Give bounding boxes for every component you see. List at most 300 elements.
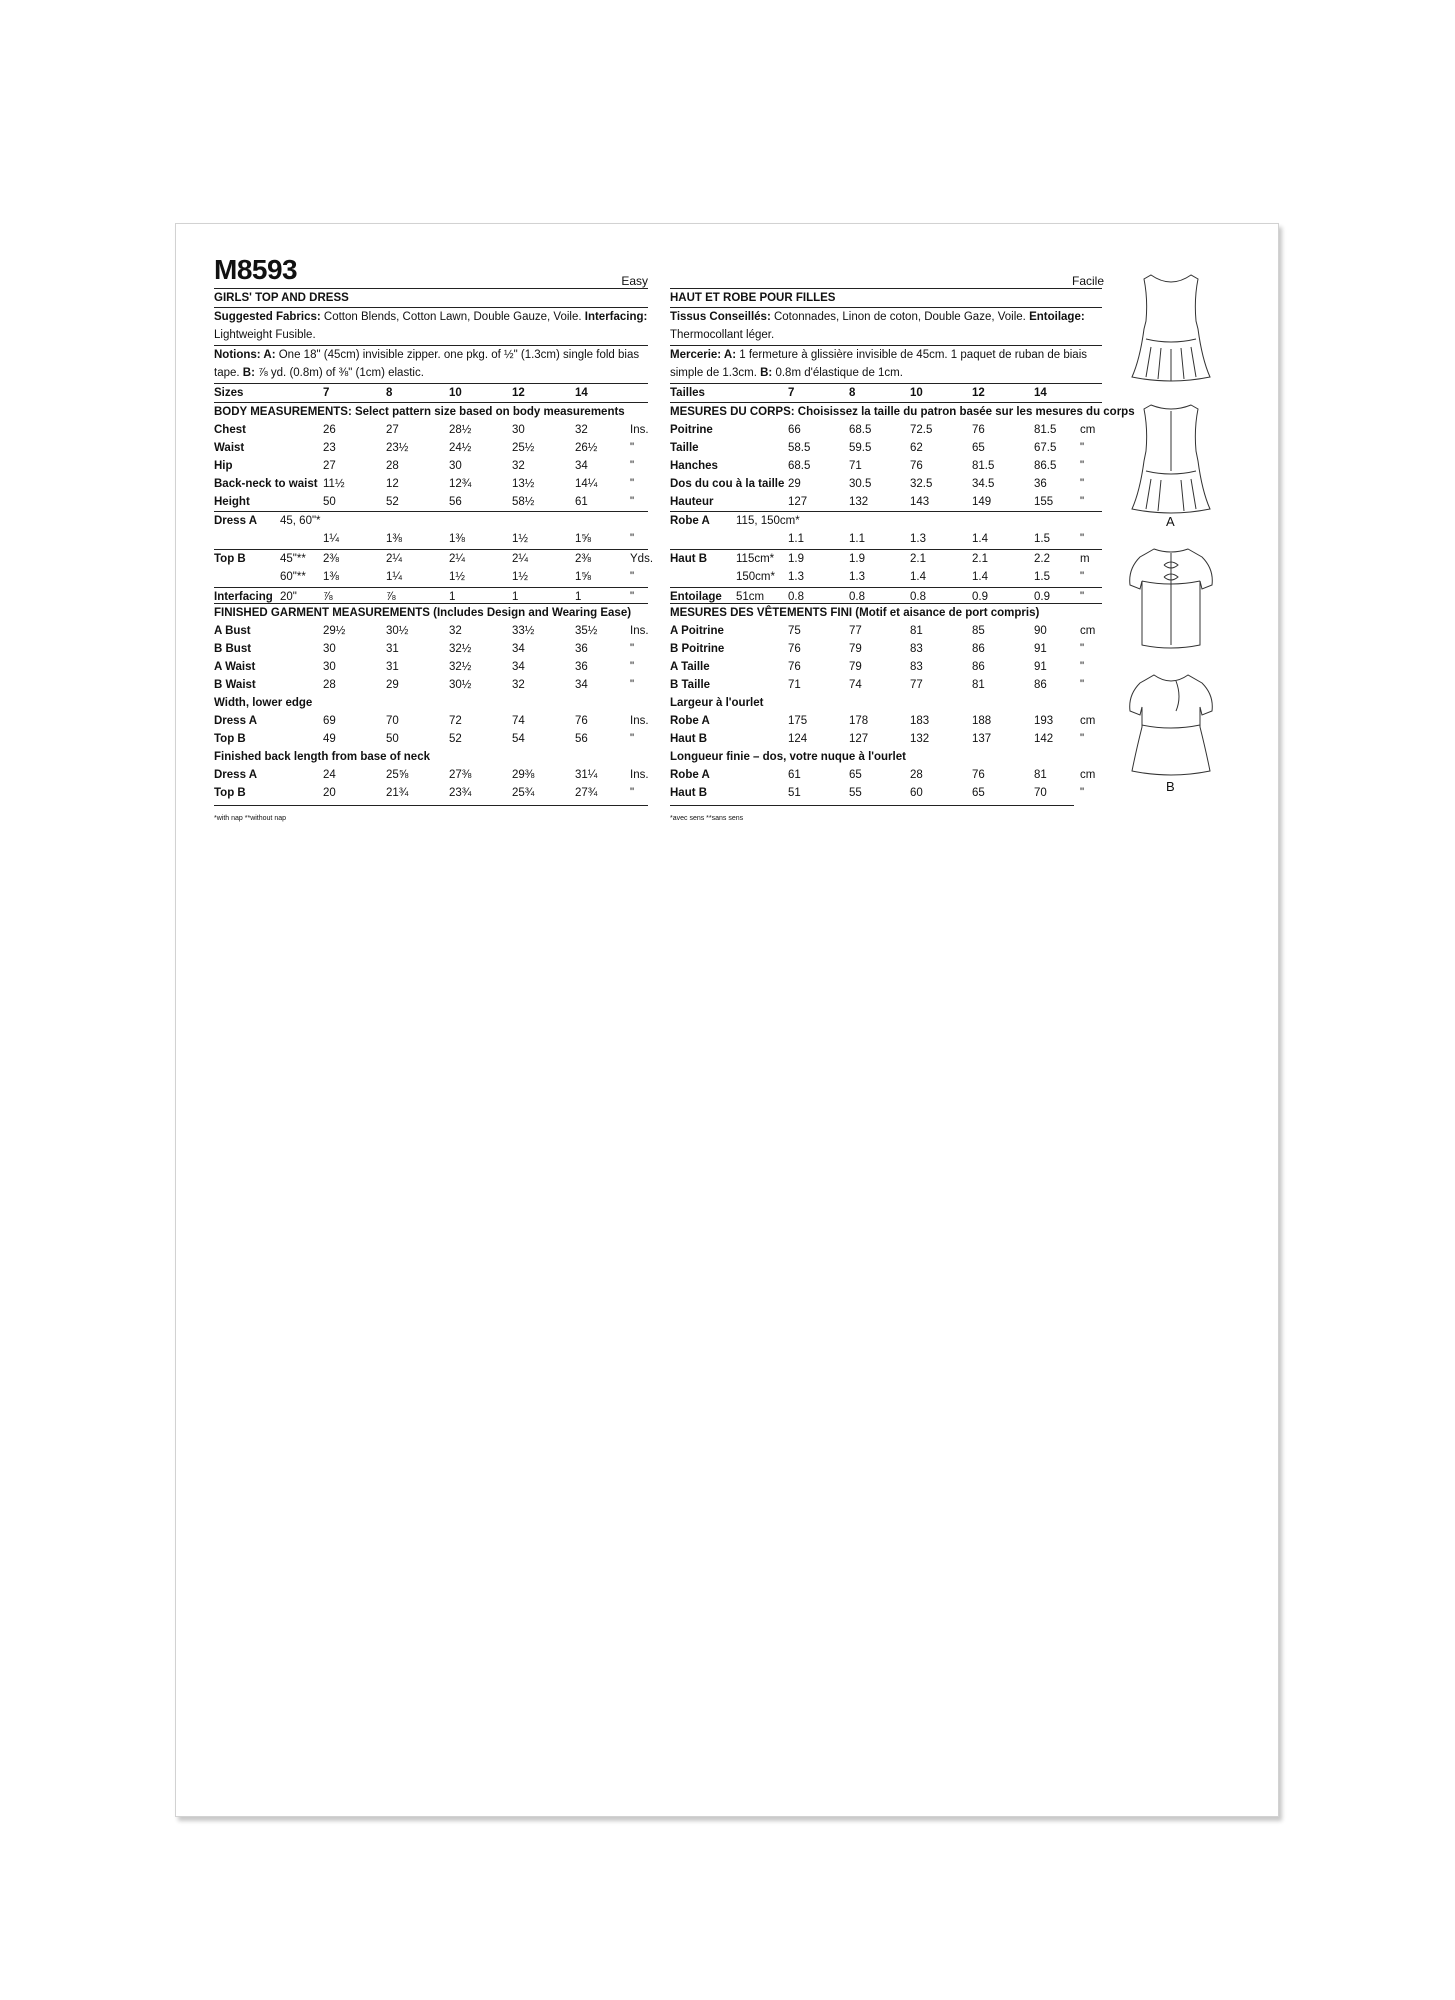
table-cell: 1.3 [910,533,926,545]
unit-label: cm [1080,769,1096,781]
table-cell: 1 [575,591,582,603]
fabric-width: 115cm* [736,553,775,565]
table-cell: 36 [575,643,588,655]
table-row [670,676,1102,694]
table-row [670,475,1102,493]
table-cell: 1.9 [849,553,865,565]
table-cell: 1⅜ [386,533,402,545]
footnote-divider [214,805,648,806]
table-cell: 25⅝ [386,769,409,781]
table-cell: 30 [323,661,336,673]
table-row [214,512,648,530]
row-label: Chest [214,424,246,436]
row-label: Taille [670,442,699,454]
row-label: A Taille [670,661,710,673]
fabric-width: 115, 150cm* [736,515,800,527]
table-cell: 65 [849,769,862,781]
table-cell: 50 [386,733,399,745]
table-cell: 65 [972,442,985,454]
table-cell: 74 [512,715,525,727]
table-cell: 183 [910,715,930,727]
table-cell: 81 [972,679,985,691]
table-cell: 30.5 [849,478,872,490]
table-cell: 54 [512,733,525,745]
table-cell: 75 [788,625,801,637]
table-row [670,439,1102,457]
table-cell: 32 [449,625,462,637]
table-cell: 30 [323,643,336,655]
table-cell: 12 [386,478,399,490]
table-cell: 58.5 [788,442,811,454]
length-heading: Longueur finie – dos, votre nuque à l'ourlet [670,751,906,763]
table-cell: 2¼ [386,553,402,565]
table-cell: 1⅝ [575,571,591,583]
table-cell: 1½ [512,533,528,545]
row-label: Robe A [670,515,710,527]
table-cell: 49 [323,733,336,745]
table-cell: 13½ [512,478,535,490]
table-cell: 26 [323,424,336,436]
row-label: B Taille [670,679,711,691]
table-cell: 193 [1034,715,1054,727]
table-cell: 12¾ [449,478,472,490]
table-cell: 65 [972,787,985,799]
length-heading: Finished back length from base of neck [214,751,430,763]
table-cell: 34 [512,643,525,655]
top-b-front-sketch [1126,667,1216,779]
table-cell: 70 [386,715,399,727]
table-cell: 24½ [449,442,472,454]
table-cell: 76 [972,424,985,436]
body-measurements-heading: MESURES DU CORPS: Choisissez la taille du patron basée sur les mesures du corps [670,406,1135,418]
unit-label: " [1080,661,1085,673]
table-cell: 1⅜ [449,533,465,545]
table-row [214,730,648,748]
unit-label: " [1080,733,1085,745]
unit-label: Ins. [630,424,649,436]
table-cell: 76 [575,715,588,727]
table-cell: 79 [849,643,862,655]
table-cell: 178 [849,715,869,727]
table-cell: 32 [512,460,525,472]
suggested-fabrics: Suggested Fabrics: Cotton Blends, Cotton Lawn, Double Gauze, Voile. Interfacing: Lightweight Fusible. [214,311,648,341]
table-cell: 58½ [512,496,535,508]
table-cell: 1 [512,591,519,603]
table-cell: 76 [910,460,923,472]
table-cell: 1¼ [386,571,402,583]
row-label: Back-neck to waist [214,478,318,490]
table-cell: 72 [449,715,462,727]
table-cell: 31 [386,643,399,655]
unit-label: cm [1080,424,1096,436]
unit-label: " [1080,591,1085,603]
table-cell: 91 [1034,661,1047,673]
table-cell: 91 [1034,643,1047,655]
row-label: Hanches [670,460,718,472]
table-cell: 175 [788,715,808,727]
table-cell: 23¾ [449,787,472,799]
table-cell: 32.5 [910,478,933,490]
unit-label: " [630,533,635,545]
table-cell: 1.9 [788,553,804,565]
unit-label: " [1080,571,1085,583]
table-cell: 2.1 [972,553,988,565]
table-cell: 36 [1034,478,1047,490]
row-label: B Waist [214,679,256,691]
notions: Notions: A: One 18" (45cm) invisible zipper. one pkg. of ½" (1.3cm) single fold bias tape. B: ⅞ yd. (0.8m) of ⅜" (1cm) elastic. [214,349,640,379]
pattern-sheet [175,223,1279,1817]
table-cell: 24 [323,769,336,781]
row-label: Haut B [670,553,708,565]
unit-label: " [630,460,635,472]
table-cell: 29 [386,679,399,691]
unit-label: cm [1080,715,1096,727]
row-label: Haut B [670,733,708,745]
unit-label: Ins. [630,715,649,727]
table-cell: 27⅜ [449,769,472,781]
dress-a-front-sketch [1126,269,1216,384]
table-cell: 29½ [323,625,346,637]
table-cell: 69 [323,715,336,727]
table-row [214,640,648,658]
fabric-width: 20" [280,591,297,603]
table-cell: 1.4 [910,571,926,583]
table-cell: 27 [386,424,399,436]
difficulty-label: Facile [1071,274,1104,288]
table-cell: 31 [386,661,399,673]
dress-a-back-sketch [1126,399,1216,519]
table-cell: 0.8 [788,591,804,603]
row-label: Robe A [670,769,710,781]
table-row [214,622,648,640]
table-cell: 61 [575,496,588,508]
table-cell: 26½ [575,442,598,454]
table-cell: 50 [323,496,336,508]
finished-measurements-heading: MESURES DES VÊTEMENTS FINI (Motif et aisance de port compris) [670,607,1040,619]
table-row [214,475,648,493]
table-cell: 77 [849,625,862,637]
fabric-width: 45"** [280,553,306,565]
table-row [670,622,1102,640]
table-row [214,550,654,568]
table-cell: 14¼ [575,478,598,490]
table-cell: 132 [849,496,869,508]
row-label: Dos du cou à la taille [670,478,785,490]
table-cell: 30½ [449,679,472,691]
table-cell: 81.5 [1034,424,1057,436]
table-cell: 127 [849,733,869,745]
unit-label: Ins. [630,769,649,781]
unit-label: " [1080,679,1085,691]
table-row [214,457,648,475]
table-cell: 143 [910,496,930,508]
table-cell: 71 [849,460,862,472]
unit-label: cm [1080,625,1096,637]
table-cell: 124 [788,733,808,745]
unit-label: " [630,571,635,583]
table-cell: 1.1 [788,533,804,545]
unit-label: " [630,643,635,655]
row-label: Height [214,496,250,508]
table-cell: 30 [512,424,525,436]
table-row [670,712,1102,730]
table-cell: 2⅜ [575,553,591,565]
table-cell: 68.5 [788,460,811,472]
table-cell: 62 [910,442,923,454]
table-row [214,493,648,511]
table-cell: 32½ [449,643,472,655]
table-cell: 127 [788,496,808,508]
row-label: Robe A [670,715,710,727]
unit-label: " [1080,533,1085,545]
view-b-label: B [1166,779,1175,794]
table-cell: 2⅜ [323,553,339,565]
table-cell: 2.2 [1034,553,1050,565]
unit-label: " [630,787,635,799]
table-row [214,439,648,457]
table-row [670,512,1102,530]
table-cell: 52 [449,733,462,745]
row-label: A Bust [214,625,251,637]
unit-label: " [630,591,635,603]
table-cell: 25¾ [512,787,535,799]
unit-label: " [630,661,635,673]
table-cell: 61 [788,769,801,781]
table-cell: 85 [972,625,985,637]
table-row [214,530,648,548]
table-cell: 36 [575,661,588,673]
table-row [670,550,1102,568]
unit-label: " [630,679,635,691]
table-cell: 28 [386,460,399,472]
table-cell: 11½ [323,478,345,490]
width-heading: Width, lower edge [214,697,313,709]
table-cell: 34 [575,460,588,472]
table-cell: 33½ [512,625,535,637]
table-cell: 71 [788,679,801,691]
table-cell: 32½ [449,661,472,673]
table-cell: 1.3 [788,571,804,583]
table-cell: 83 [910,661,923,673]
table-cell: 0.9 [972,591,988,603]
row-label: B Poitrine [670,643,725,655]
table-cell: 77 [910,679,923,691]
row-label: Top B [214,553,246,565]
table-cell: 68.5 [849,424,872,436]
width-heading: Largeur à l'ourlet [670,697,764,709]
table-cell: 90 [1034,625,1047,637]
table-row [670,530,1102,548]
table-cell: 76 [788,661,801,673]
unit-label: m [1080,553,1090,565]
table-cell: 2¼ [512,553,528,565]
table-cell: 51 [788,787,801,799]
table-cell: 72.5 [910,424,933,436]
view-a-label: A [1166,514,1175,529]
table-cell: 1.4 [972,571,988,583]
finished-measurements-heading: FINISHED GARMENT MEASUREMENTS (Includes Design and Wearing Ease) [214,607,632,619]
table-cell: 74 [849,679,862,691]
table-cell: 29 [788,478,801,490]
row-label: Haut B [670,787,708,799]
table-cell: 30½ [386,625,409,637]
row-label: Top B [214,787,246,799]
table-cell: 79 [849,661,862,673]
table-cell: 86.5 [1034,460,1057,472]
table-cell: 56 [575,733,588,745]
table-cell: 32 [575,424,588,436]
footnote-divider [670,805,1074,806]
table-cell: 149 [972,496,992,508]
table-cell: 55 [849,787,862,799]
table-row [670,568,1102,586]
table-cell: 132 [910,733,930,745]
row-label: B Bust [214,643,252,655]
table-row [670,640,1102,658]
unit-label: " [630,442,635,454]
table-cell: 2¼ [449,553,465,565]
table-cell: 1.4 [972,533,988,545]
unit-label: " [1080,496,1085,508]
table-row [670,658,1102,676]
table-row [214,712,648,730]
table-cell: 32 [512,679,525,691]
table-cell: 25½ [512,442,535,454]
table-cell: 23 [323,442,336,454]
table-cell: 1⅜ [323,571,339,583]
table-cell: 2.1 [910,553,926,565]
table-row [214,676,648,694]
table-cell: 0.8 [849,591,865,603]
unit-label: " [1080,460,1085,472]
row-label: A Poitrine [670,625,724,637]
table-cell: 188 [972,715,992,727]
table-cell: 56 [449,496,462,508]
notions: Mercerie: A: 1 fermeture à glissière invisible de 45cm. 1 paquet de ruban de biais simple de 1.3cm. B: 0.8m d'élastique de 1cm. [670,349,1087,379]
table-cell: 31¼ [575,769,598,781]
unit-label: " [630,478,635,490]
row-label: Dress A [214,715,258,727]
row-label: Dress A [214,769,258,781]
suggested-fabrics: Tissus Conseillés: Cotonnades, Linon de coton, Double Gaze, Voile. Entoilage: Thermocollant léger. [670,311,1085,341]
row-label: Dress A [214,515,258,527]
unit-label: Ins. [630,625,649,637]
table-cell: 52 [386,496,399,508]
body-measurements-heading: BODY MEASUREMENTS: Select pattern size based on body measurements [214,406,625,418]
garment-title: GIRLS' TOP AND DRESS [214,292,349,304]
table-cell: 30 [449,460,462,472]
row-label: Interfacing [214,591,273,603]
table-row [670,784,1102,802]
table-cell: 60 [910,787,923,799]
table-cell: 34 [512,661,525,673]
table-row [214,588,648,606]
table-row [670,730,1102,748]
table-cell: 86 [972,661,985,673]
table-cell: 155 [1034,496,1054,508]
table-cell: 1 [449,591,456,603]
row-label: A Waist [214,661,256,673]
table-cell: 137 [972,733,992,745]
table-cell: 81 [1034,769,1047,781]
table-row [670,588,1102,606]
table-cell: 59.5 [849,442,872,454]
table-row [670,766,1102,784]
top-b-back-sketch [1126,541,1216,653]
table-cell: 0.9 [1034,591,1050,603]
fabric-width: 60"** [280,571,306,583]
table-cell: 1½ [512,571,528,583]
table-cell: 67.5 [1034,442,1057,454]
unit-label: " [1080,442,1085,454]
table-row [214,568,648,586]
row-label: Waist [214,442,245,454]
unit-label: " [630,496,635,508]
table-cell: 21¾ [386,787,409,799]
unit-label: " [1080,643,1085,655]
table-cell: 1.5 [1034,571,1050,583]
table-cell: 1.5 [1034,533,1050,545]
table-row [214,421,648,439]
table-cell: 86 [1034,679,1047,691]
table-cell: 20 [323,787,336,799]
fabric-width: 45, 60"* [280,515,321,527]
table-cell: 28 [323,679,336,691]
table-row [670,421,1102,439]
table-cell: ⅞ [386,591,396,603]
unit-label: " [630,733,635,745]
unit-label: Yds. [630,553,654,565]
table-cell: 1.3 [849,571,865,583]
table-row [670,493,1102,511]
table-cell: 81 [910,625,923,637]
table-row [214,784,648,802]
table-cell: 27¾ [575,787,598,799]
fabric-width: 51cm [736,591,765,603]
table-cell: 28 [910,769,923,781]
table-cell: 1½ [449,571,465,583]
unit-label: " [1080,787,1085,799]
table-cell: 142 [1034,733,1054,745]
sizes-row: Sizes 7 8 10 12 14 [214,387,588,399]
row-label: Hip [214,460,233,472]
table-row [214,766,648,784]
difficulty-label: Easy [621,274,648,288]
row-label: Entoilage [670,591,722,603]
table-row [214,658,648,676]
table-cell: 66 [788,424,801,436]
table-cell: 1.1 [849,533,865,545]
garment-title: HAUT ET ROBE POUR FILLES [670,292,836,304]
table-cell: 86 [972,643,985,655]
fabric-width: 150cm* [736,571,775,583]
table-cell: 1⅝ [575,533,591,545]
table-cell: 34 [575,679,588,691]
table-cell: 70 [1034,787,1047,799]
table-cell: ⅞ [323,591,333,603]
table-cell: 27 [323,460,336,472]
row-label: Poitrine [670,424,713,436]
table-cell: 1¼ [323,533,339,545]
row-label: Hauteur [670,496,714,508]
sizes-row: Tailles 7 8 10 12 14 [670,387,1047,399]
unit-label: " [1080,478,1085,490]
row-label: Top B [214,733,246,745]
footnote: *avec sens **sans sens [670,815,744,822]
table-cell: 76 [972,769,985,781]
table-cell: 23½ [386,442,409,454]
table-cell: 76 [788,643,801,655]
